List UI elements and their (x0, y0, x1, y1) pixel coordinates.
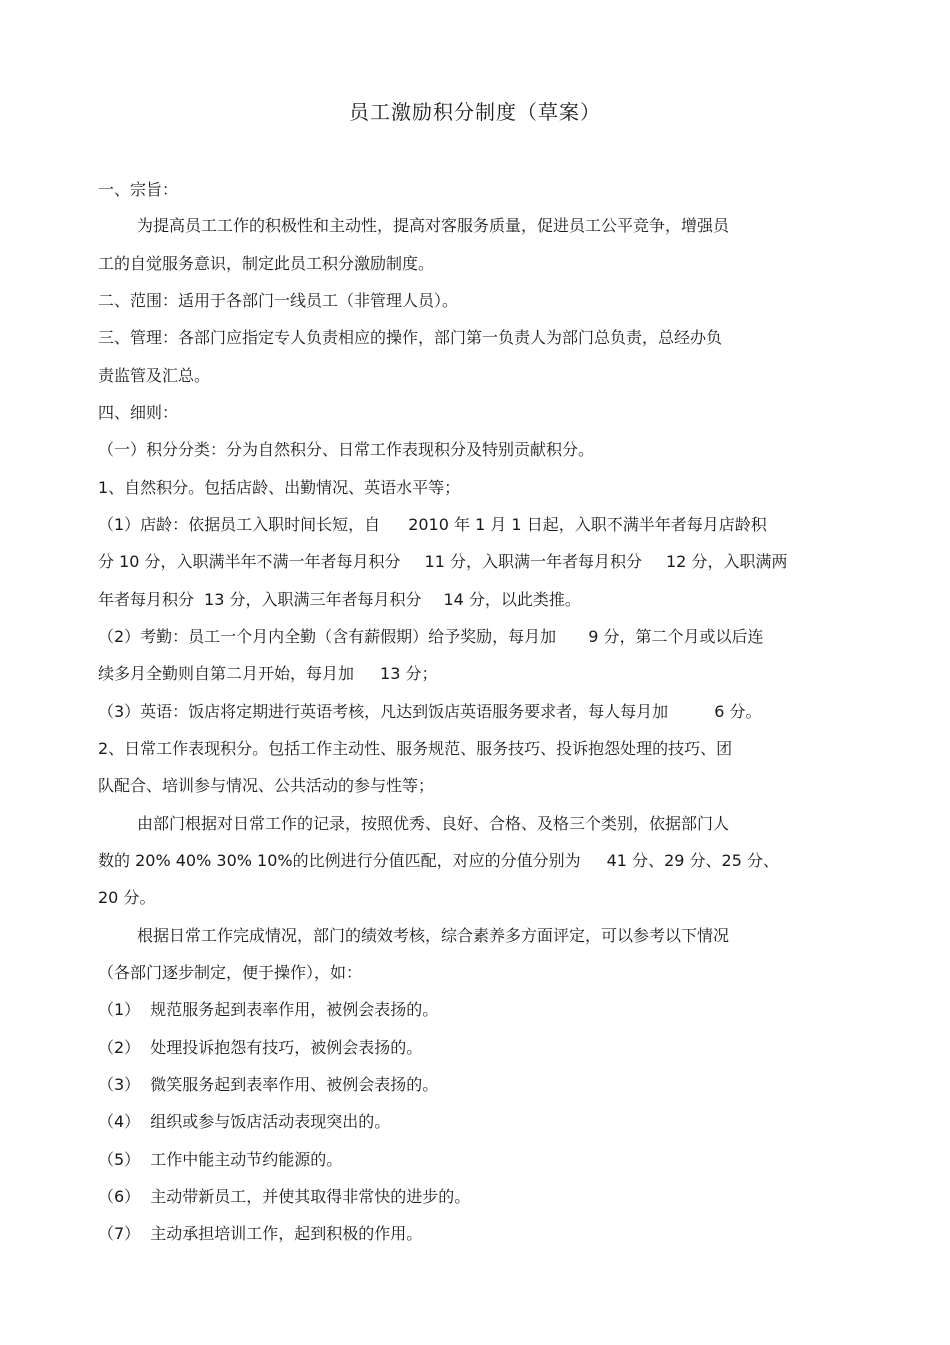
management-line-1: 三、管理：各部门应指定专人负责相应的操作，部门第一负责人为部门总负责，总经办负 (98, 328, 723, 347)
attendance-line-2 (98, 664, 437, 684)
management-line-2: 责监管及汇总。 (98, 366, 211, 385)
attendance-line-1-part-a: （2）考勤：员工一个月内全勤（含有薪假期）给予奖励，每月加 (98, 627, 557, 646)
list-item-number: （7） (98, 1224, 141, 1243)
seniority-line-2-part-a: 分 10 分，入职满半年不满一年者每月积分 (98, 552, 401, 571)
seniority-line-1-part-a: （1）店龄：依据员工入职时间长短，自 (98, 515, 381, 534)
classification-line: （一）积分分类：分为自然积分、日常工作表现积分及特别贡献积分。 (98, 440, 595, 459)
english-line-part-a: （3）英语：饭店将定期进行英语考核，凡达到饭店英语服务要求者，每人每月加 (98, 702, 669, 721)
seniority-line-1 (98, 515, 767, 535)
attendance-line-2-part-b: 13 分； (380, 664, 438, 683)
list-item-text: 主动承担培训工作，起到积极的作用。 (150, 1224, 423, 1243)
list-item (98, 1150, 342, 1170)
list-item (98, 1187, 470, 1207)
daily-points-heading-line-1: 2、日常工作表现积分。包括工作主动性、服务规范、服务技巧、投诉抱怨处理的技巧、团 (98, 739, 733, 758)
list-item-number: （2） (98, 1038, 141, 1057)
seniority-line-2 (98, 552, 787, 572)
seniority-line-2-part-b: 11 分，入职满一年者每月积分 (424, 552, 642, 571)
list-item-text: 工作中能主动节约能源的。 (150, 1150, 343, 1169)
daily-paragraph-1-line-2 (98, 851, 779, 871)
seniority-line-3-part-c: 14 分，以此类推。 (443, 590, 581, 609)
seniority-line-1-part-b: 2010 年 1 月 1 日起，入职不满半年者每月店龄积 (408, 515, 767, 534)
natural-points-heading: 1、自然积分。包括店龄、出勤情况、英语水平等； (98, 478, 461, 497)
list-item-text: 组织或参与饭店活动表现突出的。 (150, 1112, 391, 1131)
list-item-number: （4） (98, 1112, 141, 1131)
list-item-text: 主动带新员工，并使其取得非常快的进步的。 (150, 1187, 471, 1206)
english-line (98, 702, 761, 722)
seniority-line-3-part-a: 年者每月积分 (98, 590, 195, 609)
list-item-number: （5） (98, 1150, 141, 1169)
list-item (98, 1038, 422, 1058)
list-item-number: （6） (98, 1187, 141, 1206)
details-heading: 四、细则： (98, 403, 179, 422)
attendance-line-1-part-b: 9 分，第二个月或以后连 (588, 627, 764, 646)
english-line-part-b: 6 分。 (714, 702, 762, 721)
daily-paragraph-1-line-2-part-b: 的比例进行分值匹配，对应的分值分别为 (292, 851, 581, 870)
seniority-line-3 (98, 590, 581, 610)
list-item (98, 1000, 438, 1020)
purpose-heading: 一、宗旨： (98, 180, 179, 199)
daily-points-heading-line-2: 队配合、培训参与情况、公共活动的参与性等； (98, 776, 435, 795)
list-item-number: （1） (98, 1000, 141, 1019)
list-item-number: （3） (98, 1075, 141, 1094)
list-item (98, 1112, 390, 1132)
list-item-text: 规范服务起到表率作用，被例会表扬的。 (150, 1000, 439, 1019)
list-item (98, 1224, 422, 1244)
purpose-line-1: 为提高员工工作的积极性和主动性，提高对客服务质量，促进员工公平竞争，增强员 (137, 216, 730, 235)
daily-paragraph-2-line-1: 根据日常工作完成情况，部门的绩效考核，综合素养多方面评定，可以参考以下情况 (137, 926, 730, 945)
list-item (98, 1075, 438, 1095)
attendance-line-1 (98, 627, 763, 647)
list-item-text: 处理投诉抱怨有技巧，被例会表扬的。 (150, 1038, 423, 1057)
daily-paragraph-2-line-2: （各部门逐步制定，便于操作），如： (98, 963, 363, 982)
daily-paragraph-1-line-3: 20 分。 (98, 888, 156, 907)
seniority-line-2-part-c: 12 分，入职满两 (666, 552, 788, 571)
percentage-split: 数的 20% 40% 30% 10% (98, 851, 293, 870)
scope-line: 二、范围：适用于各部门一线员工（非管理人员）。 (98, 291, 459, 310)
purpose-line-2: 工的自觉服务意识，制定此员工积分激励制度。 (98, 254, 435, 273)
score-values: 41 分、29 分、25 分、 (606, 851, 779, 870)
attendance-line-2-part-a: 续多月全勤则自第二月开始，每月加 (98, 664, 355, 683)
page-title: 员工激励积分制度（草案） (349, 100, 601, 124)
seniority-line-3-part-b: 13 分，入职满三年者每月积分 (204, 590, 422, 609)
daily-paragraph-1-line-1: 由部门根据对日常工作的记录，按照优秀、良好、合格、及格三个类别，依据部门人 (137, 814, 730, 833)
list-item-text: 微笑服务起到表率作用、被例会表扬的。 (150, 1075, 439, 1094)
